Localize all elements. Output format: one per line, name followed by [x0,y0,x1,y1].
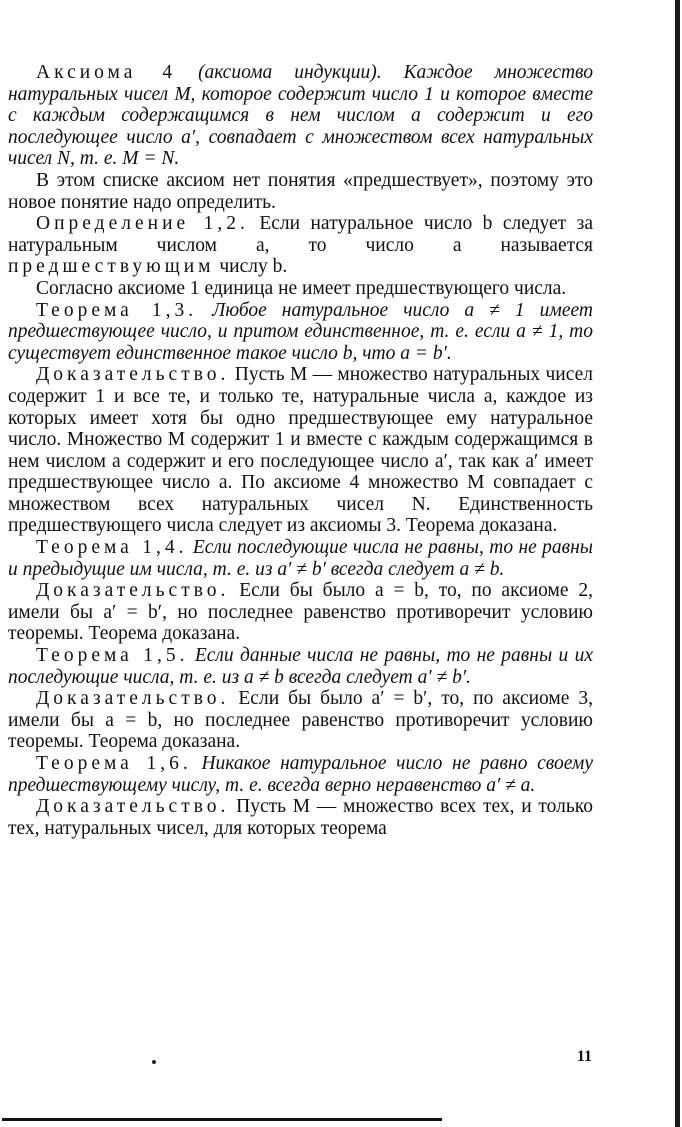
proof-text: Если бы было a = b, то, по аксиоме 2, имели бы a′ = b′, но последнее равенство противоречит условию теоремы. Теорема доказана. [8,580,593,645]
theorem-text: Любое натуральное число a ≠ 1 имеет предшествующее число, и притом единственное, т. е. если a ≠ 1, то существует единственное такое число b, что a = b′. [8,299,594,364]
paragraph-theorem-1-4 [8,537,593,580]
paragraph-proof-1-3 [8,364,593,537]
definition-text: Если натуральное число b следует за натуральным числом a, то число a называется [8,213,594,256]
bottom-scan-edge [2,1118,442,1121]
theorem-label: Теорема 1,5. [36,645,189,667]
proof-text: Пусть M — множество всех тех, и только тех, натуральных чисел, для которых теорема [8,796,593,839]
paragraph-definition-1-2 [8,213,593,278]
definition-label: Определение 1,2. [36,213,249,235]
defined-term: предшествующим [8,256,215,278]
theorem-text: Если последующие числа не равны, то не равны и предыдущие им числа, т. е. из a′ ≠ b′ всегда следует a ≠ b. [8,537,593,580]
theorem-label: Теорема 1,4. [36,537,188,559]
right-scan-edge [675,0,680,1127]
paragraph-proof-1-4 [8,580,593,645]
proof-label: Доказательство. [36,688,230,710]
proof-text: Если бы было a′ = b′, то, по аксиоме 3, имели бы a = b, но последнее равенство противоречит условию теоремы. Теорема доказана. [8,688,593,753]
theorem-label: Теорема 1,3. [36,299,198,321]
proof-label: Доказательство. [36,364,230,386]
page-body [8,62,593,839]
paragraph-unit-note [8,278,593,300]
paragraph-theorem-1-3 [8,300,593,365]
print-speck [152,1060,156,1064]
paragraph-axiom-4 [8,62,593,170]
theorem-label: Теорема 1,6. [36,753,192,774]
axiom-label: Аксиома 4 [36,62,177,83]
note-text: Согласно аксиоме 1 единица не имеет предшествующего числа. [36,277,567,299]
proof-text: Пусть M — множество натуральных чисел содержит 1 и все те, и только те, натуральные числа a, каждое из которых имеет хотя бы одно предшествующее ему натуральное число. Множество M содержит 1 и вместе с каждым содержащимся в нем числом a содержит и его последующее число a′, так как a′ имеет предшествующее число a. По аксиоме 4 множество M совпадает с множеством всех натуральных чисел N. Единственность предшествующего числа следует из аксиомы 3. Теорема доказана. [8,364,594,537]
note-text: В этом списке аксиом нет понятия «предшествует», поэтому это новое понятие надо определить. [8,169,593,213]
theorem-text: Если данные числа не равны, то не равны и их последующие числа, т. е. из a ≠ b всегда следует a′ ≠ b′. [8,645,594,688]
definition-tail: числу b. [214,256,288,278]
page-number: 11 [576,1048,592,1065]
paragraph-proof-1-6 [8,796,593,839]
proof-label: Доказательство. [36,580,230,602]
axiom-text: (аксиома индукции). Каждое множество натуральных чисел M, которое содержит число 1 и которое вместе с каждым содержащимся в нем числом a содержит и его последующее число a′, совпадает с множеством всех натуральных чисел N, т. е. M = N. [8,62,594,170]
proof-label: Доказательство. [36,796,230,818]
paragraph-no-predecessor-note [8,170,593,213]
paragraph-proof-1-5 [8,688,593,753]
paragraph-theorem-1-5 [8,645,593,688]
paragraph-theorem-1-6 [8,753,593,796]
theorem-text: Никакое натуральное число не равно своему предшествующему числу, т. е. всегда верно неравенство a′ ≠ a. [8,753,593,796]
